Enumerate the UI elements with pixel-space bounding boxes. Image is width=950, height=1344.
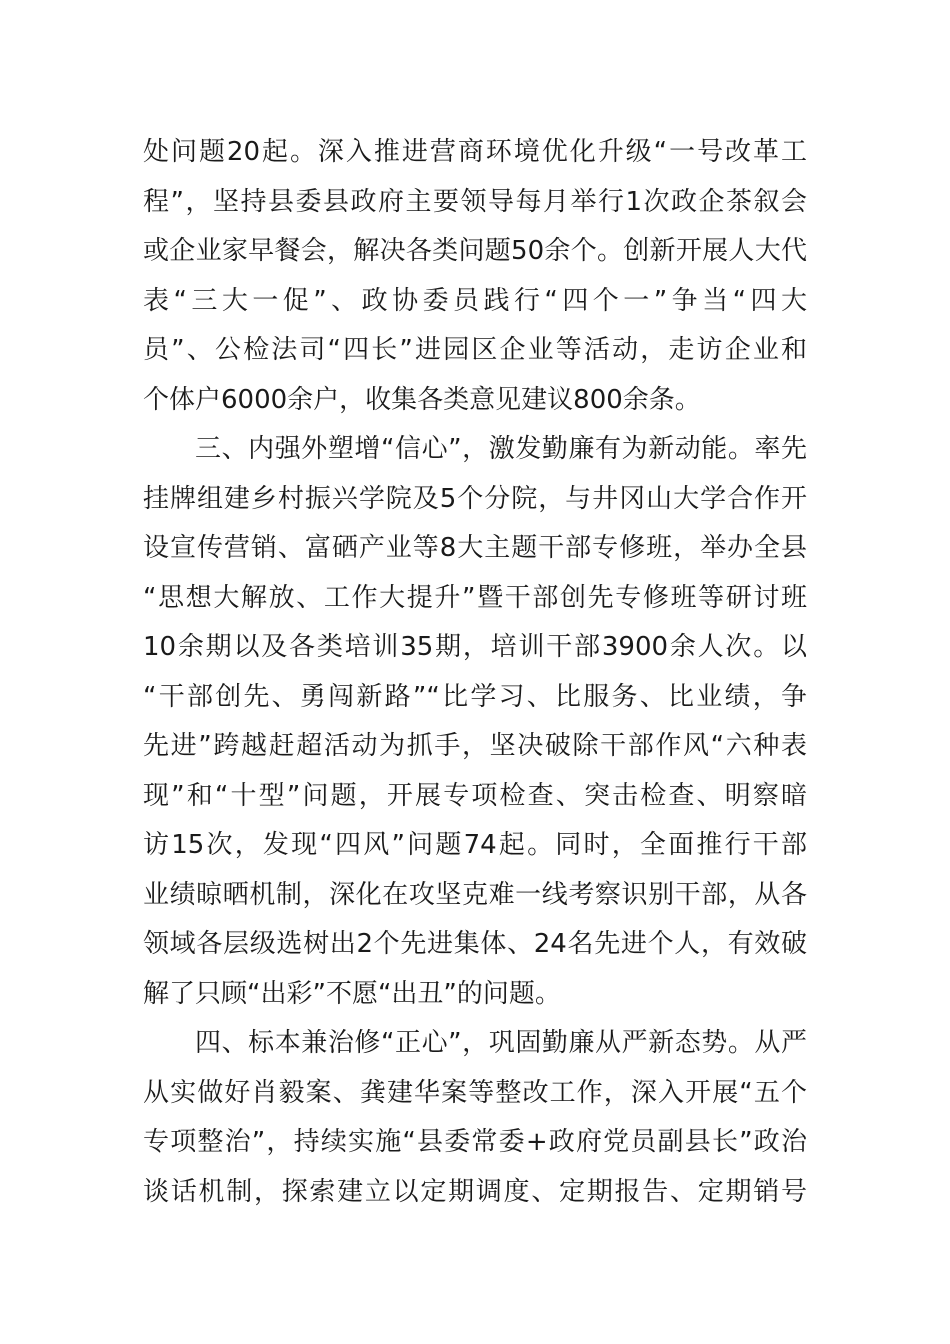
paragraph-1 bbox=[143, 128, 807, 425]
text-line: 专项整治”，持续实施“县委常委+政府党员副县长”政治 bbox=[143, 1127, 807, 1157]
text-line: 访15次，发现“四风”问题74起。同时，全面推行干部 bbox=[143, 830, 807, 860]
text-line: “思想大解放、工作大提升”暨干部创先专修班等研讨班 bbox=[143, 582, 807, 613]
text-line: 四、标本兼治修“正心”，巩固勤廉从严新态势。从严 bbox=[195, 1028, 807, 1058]
text-line: 业绩晾晒机制，深化在攻坚克难一线考察识别干部，从各 bbox=[143, 879, 807, 910]
text-line: 表“三大一促”、政协委员践行“四个一”争当“四大 bbox=[143, 285, 807, 316]
text-line: 处问题20起。深入推进营商环境优化升级“一号改革工 bbox=[143, 137, 807, 167]
text-line: 谈话机制，探索建立以定期调度、定期报告、定期销号 bbox=[143, 1176, 807, 1207]
text-line: 10余期以及各类培训35期，培训干部3900余人次。以 bbox=[143, 632, 807, 662]
text-line: 或企业家早餐会，解决各类问题50余个。创新开展人大代 bbox=[143, 236, 807, 266]
text-line: 现”和“十型”问题，开展专项检查、突击检查、明察暗 bbox=[143, 780, 807, 811]
text-line: 挂牌组建乡村振兴学院及5个分院，与井冈山大学合作开 bbox=[143, 483, 807, 514]
text-line: 三、内强外塑增“信心”，激发勤廉有为新动能。率先 bbox=[195, 434, 807, 464]
text-line: 员”、公检法司“四长”进园区企业等活动，走访企业和 bbox=[143, 335, 807, 365]
text-line: 程”，坚持县委县政府主要领导每月举行1次政企茶叙会 bbox=[143, 186, 807, 217]
text-line: 领域各层级选树出2个先进集体、24名先进个人，有效破 bbox=[143, 929, 807, 959]
text-line: 先进”跨越赶超活动为抓手，坚决破除干部作风“六种表 bbox=[143, 731, 807, 761]
paragraph-2 bbox=[143, 425, 807, 1019]
text-line: 个体户6000余户，收集各类意见建议800余条。 bbox=[143, 384, 701, 415]
paragraph-3 bbox=[143, 1019, 807, 1217]
text-line: “干部创先、勇闯新路”“比学习、比服务、比业绩，争 bbox=[143, 681, 807, 712]
text-line: 从实做好肖毅案、龚建华案等整改工作，深入开展“五个 bbox=[143, 1077, 807, 1108]
text-line: 解了只顾“出彩”不愿“出丑”的问题。 bbox=[143, 978, 561, 1009]
text-line: 设宣传营销、富硒产业等8大主题干部专修班，举办全县 bbox=[143, 533, 807, 563]
document-body bbox=[143, 128, 807, 1217]
